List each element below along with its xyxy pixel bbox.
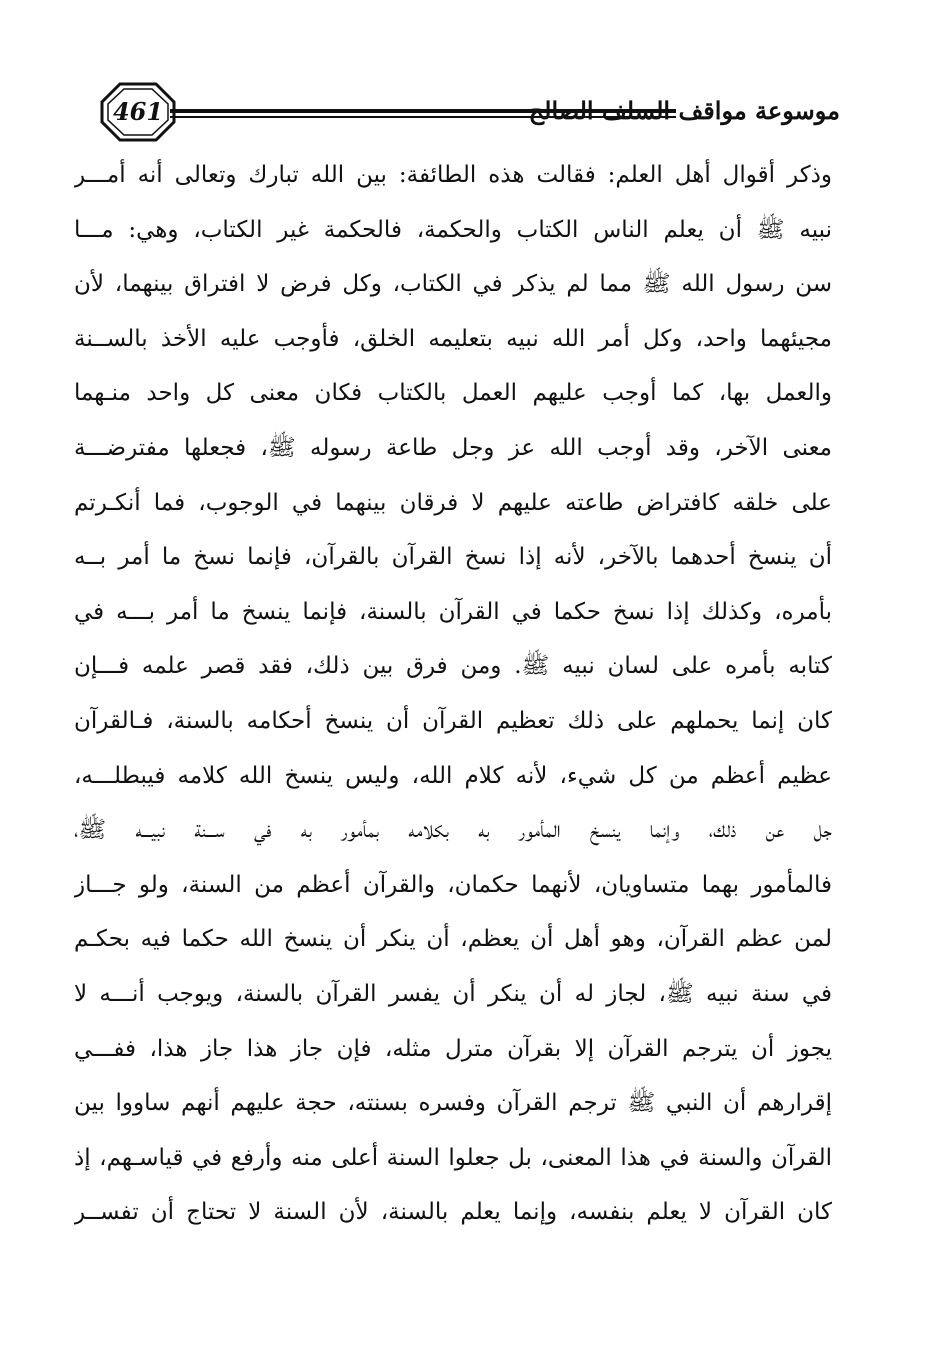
text-line: بأمره، وكذلك إذا نسخ حكما في القرآن بالسنة، فإنما ينسخ ما أمر بـــه في (74, 598, 832, 625)
text-line: معنى الآخر، وقد أوجب الله عز وجل طاعة رسوله ﷺ، فجعلها مفترضـــة (74, 434, 832, 461)
text-line: القرآن والسنة في هذا المعنى، بل جعلوا السنة أعلى منه وأرفع في قياسـهم، إذ (74, 1144, 832, 1171)
page-number-badge (100, 82, 176, 142)
text-line: سن رسول الله ﷺ مما لم يذكر في الكتاب، وكل فرض لا افتراق بينهما، لأن (74, 271, 832, 298)
page-number: 461 (112, 97, 164, 126)
text-line: وذكر أقوال أهل العلم: فقالت هذه الطائفة: بين الله تبارك وتعالى أنه أمـــر (74, 162, 832, 188)
text-line: يجوز أن يترجم القرآن إلا بقرآن مترل مثله، فإن جاز هذا جاز هذا، ففـــي (74, 1035, 832, 1062)
text-line: نبيه ﷺ أن يعلم الناس الكتاب والحكمة، فالحكمة غير الكتاب، وهي: مـــا (74, 216, 832, 243)
text-line: فالمأمور بهما متساويان، لأنهما حكمان، والقرآن أعظم من السنة، ولو جـــاز (74, 871, 832, 898)
text-line: إقرارهم أن النبي ﷺ ترجم القرآن وفسره بسنته، حجة عليهم أنهم ساووا بين (74, 1090, 832, 1117)
series-title: موسوعة مواقف السلف الصالح (528, 96, 840, 125)
text-line: مجيئهما واحد، وكل أمر الله نبيه بتعليمه الخلق، فأوجب عليه الأخذ بالســنة (74, 325, 832, 352)
text-line: كان إنما يحملهم على ذلك تعظيم القرآن أن ينسخ أحكامه بالسنة، فـالقرآن (74, 707, 832, 734)
page-header (100, 82, 840, 142)
body-text (74, 148, 832, 1240)
text-line: في سنة نبيه ﷺ، لجاز له أن ينكر أن يفسر القرآن بالسنة، ويوجب أنـــه لا (74, 980, 832, 1007)
text-line: كتابه بأمره على لسان نبيه ﷺ. ومن فرق بين ذلك، فقد قصر علمه فـــإن (74, 653, 832, 680)
text-line: كان القرآن لا يعلم بنفسه، وإنما يعلم بالسنة، لأن السنة لا تحتاج أن تفســر (74, 1199, 832, 1226)
text-line: والعمل بها، كما أوجب عليهم العمل بالكتاب فكان معنى كل واحد منـهما (74, 380, 832, 407)
text-line: على خلقه كافتراض طاعته عليهم لا فرقان بينهما في الوجوب، فما أنكـرتم (74, 489, 832, 516)
text-line: عظيم أعظم من كل شيء، لأنه كلام الله، وليس ينسخ الله كلامه فيبطلـــه، (74, 762, 832, 789)
text-line: أن ينسخ أحدهما بالآخر، لأنه إذا نسخ القرآن بالقرآن، فإنما نسخ ما أمر بــه (74, 544, 832, 571)
text-line: لمن عظم القرآن، وهو أهل أن يعظم، أن ينكر أن ينسخ الله حكما فيه بحكـم (74, 926, 832, 953)
text-line: جل عن ذلك، وإنما ينسخ المأمور به بكلامه بمأمور به في ســـنة نبيـــه ﷺ، (74, 817, 832, 844)
